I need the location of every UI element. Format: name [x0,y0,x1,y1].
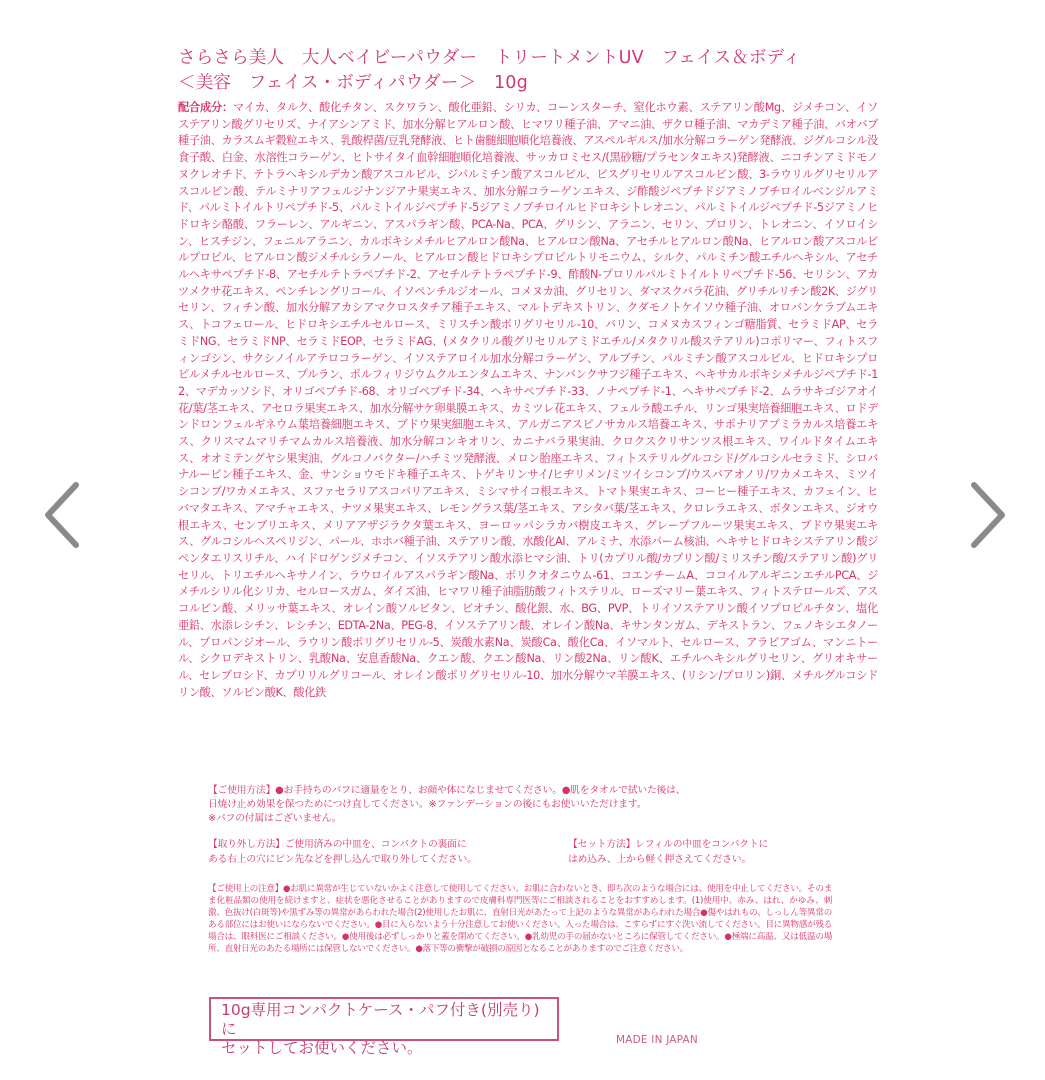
ingredients-text: マイカ、タルク、酸化チタン、スクワラン、酸化亜鉛、シリカ、コーンスターチ、窒化ホウ素、ステアリン酸Mg、ジメチコン、イソステアリン酸グリセリズ、ナイアシンアミド、加水分解ヒアルロン酸、ヒマワリ種子油、アマニ油、ザクロ種子油、マカデミア種子油、バオバブ種子油、カラスムギ穀粒エキス、乳酸桿菌/豆乳発酵液、ヒト歯髄細胞順化培養液、アスペルギルス/加水分解コラーゲン発酵液、ジグルコシル没食子酸、白金、水溶性コラーゲン、ヒトサイタイ血幹細胞順化培養液、サッカロミセス/(黒砂糖/プラセンタエキス)発酵液、ニコチンアミドモノヌクレオチド、テトラヘキシルデカン酸アスコルビル、ジパルミチン酸アスコルビル、ビスグリセリルアスコルビン酸、3-ラウリルグリセリルアスコルビン酸、テルミナリアフェルジナンジアナ果実エキス、加水分解コラーゲンエキス、ジ酢酸ジペプチドジアミノブチロイルベンジルアミド、パルミトイルトリペプチド-5、パルミトイルジペプチド-5ジアミノブチロイルヒドロキシトレオニン、パルミトイルジペプチド-5ジアミノヒドロキシ酪酸、フラーレン、アルギニン、アスパラギン酸、PCA-Na、PCA、グリシン、アラニン、セリン、プロリン、トレオニン、イソロイシン、ヒスチジン、フェニルアラニン、カルボキシメチルヒアルロン酸Na、ヒアルロン酸Na、アセチルヒアルロン酸Na、ヒアルロン酸アスコルビルプロピル、ヒアルロン酸ジメチルシラノール、ヒアルロン酸ヒドロキシプロピルトリモニウム、シルク、パルミチン酸エチルヘキシル、アセチルヘキサペプチド-8、アセチルテトラペプチド-2、アセチルテトラペプチド-9、酢酸N-プロリルパルミトイルトリペプチド-56、セリシン、アカツメクサ花エキス、ペンチレングリコール、イソペンチルジオール、コメヌカ油、グリセリン、ダマスクバラ花油、グリチルリチン酸2K、ジグリセリン、フィチン酸、加水分解アカシアマクロスタチア種子エキス、マルトデキストリン、クダモノトケイソウ種子油、オロバンケラブムエキス、トコフェロール、ヒドロキシエチルセルロース、ミリスチン酸ポリグリセリル-10、バリン、コメヌカスフィンゴ糖脂質、セラミドAP、セラミドNG、セラミドNP、セラミドEOP、セラミドAG、(メタクリル酸グリセリルアミドエチル/メタクリル酸ステアリル)コポリマー、フィトスフィンゴシン、サクシノイルアテロコラーゲン、イソステアロイル加水分解コラーゲン、アルブチン、パルミチン酸アスコルビル、ヒドロキシプロピルメチルセルロース、プルラン、ポルフィリジウムクルエンタムエキス、ナンバンクサフジ種子エキス、ヘキサカルボキシメチルジペプチド-12、マデカッソシド、オリゴペプチド-68、オリゴペプチド-34、ヘキサペプチド-33、ノナペプチド-1、ヘキサペプチド-2、ムラサキゴジアオイ花/葉/茎エキス、アセロラ果実エキス、加水分解サケ卵巣膜エキス、カミツレ花エキス、フェルラ酸エチル、リンゴ果実培養細胞エキス、ロドデンドロンフェルギネウム葉培養細胞エキス、ブドウ果実細胞エキス、アルガニアスピノサカルス培養エキス、サポナリアプミラカルス培養エキス、クリスマムマリチマムカルス培養液、加水分解コンキオリン、カニナバラ果実油、クロクスクリサンツス根エキス、ワイルドタイムエキス、オオミテングヤシ果実油、グルコノバクター/ハチミツ発酵液、メロン胎座エキス、フィトステリルグルコシド/グルコシルセラミド、シロバナルーピン種子エキス、金、サンショウモドキ種子エキス、トゲキリンサイ/ヒヂリメン/ミツイシコンブ/ウスバアオノリ/ワカメエキス、ミツイシコンブ/ワカメエキス、スファセラリアスコパリアエキス、ミシマサイコ根エキス、トマト果実エキス、コーヒー種子エキス、カフェイン、ヒバマタエキス、アマチャエキス、ナツメ果実エキス、レモングラス葉/茎エキス、アシタバ葉/茎エキス、クロレラエキス、ボタンエキス、ジオウ根エキス、センブリエキス、メリアアザジラクタ葉エキス、ヨーロッパシラカバ樹皮エキス、グレープフルーツ果実エキス、ブドウ果実エキス、グルコシルヘスペリジン、パール、ホホバ種子油、ステアリン酸、水酸化Al、アルミナ、水添パーム核油、ヘキサヒドロキシステアリン酸ジペンタエリスリチル、ハイドロゲンジメチコン、イソステアリン酸水添ヒマシ油、トリ(カプリル酸/カプリン酸/ミリスチン酸/ステアリン酸)グリセリル、トリエチルヘキサノイン、ラウロイルアスパラギン酸Na、ポリクオタニウム-61、コエンチームA、ココイルアルギニンエチルPCA、ジメチルシリル化シリカ、セルロースガム、ダイズ油、ヒマワリ種子油脂肪酸フィトステリル、ローズマリー葉エキス、フィトステロールズ、アスコルビン酸、メリッサ葉エキス、オレイン酸ソルビタン、ビオチン、酸化銀、水、BG、PVP、トリイソステアリン酸イソプロピルチタン、塩化亜鉛、水添レシチン、レシチン、EDTA-2Na、PEG-8、イソステアリン酸、オレイン酸Na、キサンタンガム、デキストラン、フェノキシエタノール、プロパンジオール、ラウリン酸ポリグリセリル-5、炭酸水素Na、炭酸Ca、酸化Ca、イソマルト、セルロース、アラビアゴム、マンニトール、シクロデキストリン、乳酸Na、安息香酸Na、クエン酸、クエン酸Na、リン酸2Na、リン酸K、エチルヘキシルグリセリン、グリオキサール、セレブロシド、カプリリルグリコール、オレイン酸ポリグリセリル-10、加水分解ウマ羊膜エキス、(リシン/プロリン)銅、メチルグルコシドリン酸、ソルビン酸K、酸化鉄 [178,101,878,699]
notice-line: 10g専用コンパクトケース・パフ付き(別売り)に [221,1001,540,1038]
usage-line: 日焼け止め効果を保つためにつけ直してください。※ファンデーションの後にもお使いいただけます。 [208,799,647,810]
notice-line: セットしてお使いください。 [221,1039,423,1057]
removal-line: 【取り外し方法】ご使用済みの中皿を、コンパクトの裏面に [208,839,467,850]
made-in-label: MADE IN JAPAN [616,1034,698,1046]
chevron-left-icon [38,475,88,555]
usage-instructions [208,784,808,826]
removal-line: ある右上の穴にピン先などを押し込んで取り外してください。 [208,853,477,865]
ingredients-label: 配合成分： [178,101,233,114]
set-instructions [568,838,818,867]
set-line: はめ込み、上から軽く押さえてください。 [568,853,751,865]
product-label-image [170,36,882,1066]
prev-image-button[interactable] [38,475,88,555]
usage-line: 【ご使用方法】●お手持ちのパフに適量をとり、お顔や体になじませてください。●肌をタオルで拭いた後は、 [208,785,686,796]
compact-case-notice [209,997,559,1057]
next-image-button[interactable] [962,475,1012,555]
usage-cautions: 【ご使用上の注意】●お肌に異常が生じていないかよく注意して使用してください。お肌に合わないとき、即ち次のような場合には、使用を中止してください。そのまま化粧品類の使用を続けますと、症状を悪化させることがありますので皮膚科専門医等にご相談されることをおすすめします。(1)使用中、赤み、はれ、かゆみ、刺激、色抜け(白斑等)や黒ずみ等の異常があらわれた場合(2)使用したお肌に、直射日光があたって上記のような異常があらわれた場合●傷やはれもの、しっしん等異常のある部位にはお使いにならないでください。●目に入らないよう十分注意してお使いください。入った場合は、こすらずにすぐ洗い流してください。目に異物感が残る場合は、眼科医にご相談ください。●使用後は必ずしっかりと蓋を閉めてください。●乳幼児の手の届かないところに保管してください。●極端に高温、又は低温の場所、直射日光のあたる場所には保管しないでください。●落下等の衝撃が破損の原因となることがありますのでご注意ください。 [208,884,832,954]
ingredients-list [178,100,878,701]
product-title: さらさら美人 大人ベイビーパウダー トリートメントUV フェイス＆ボディ [178,48,801,68]
removal-instructions [208,838,548,867]
chevron-right-icon [962,475,1012,555]
product-subtitle: ＜美容 フェイス・ボディパウダー＞ 10g [178,73,528,93]
usage-line: ※パフの付属はございません。 [208,813,342,824]
set-line: 【セット方法】レフィルの中皿をコンパクトに [568,839,769,850]
